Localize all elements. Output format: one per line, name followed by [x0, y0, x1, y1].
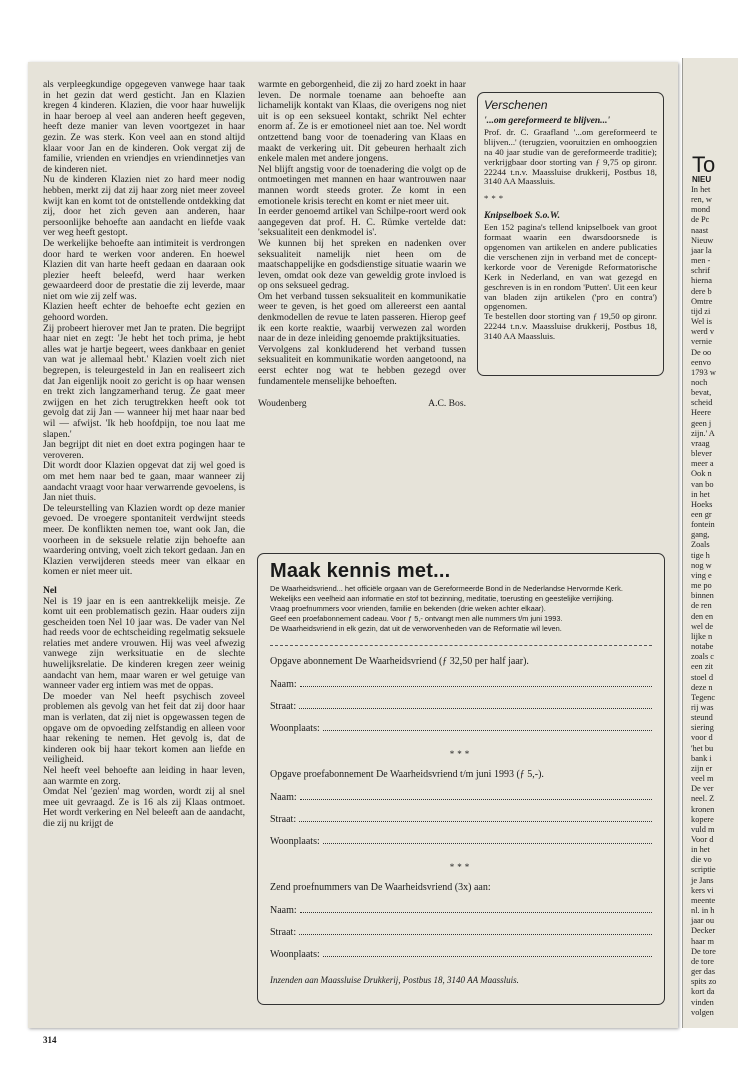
street-field[interactable] [270, 699, 652, 721]
verschenen-box [477, 92, 664, 376]
paragraph: De teleurstelling van Klazien wordt op deze manier gevoed. De vroegere spontaniteit verdwijnt steeds meer. De konflikten nemen toe, want ook Jan, die voorheen in de seksuele relatie zijn behoefte aan waardering ontving, voelt zich tekort gedaan. Jan en Klazien verwijderen steeds meer van elkaar en komen er niet meer uit. [43, 502, 245, 578]
form-trial-title: Opgave proefabonnement De Waarheidsvriend t/m juni 1993 (ƒ 5,-). [270, 769, 544, 780]
right-page [682, 58, 738, 1028]
field-label: Naam: [270, 905, 297, 916]
form-samples-title: Zend proefnummers van De Waarheidsvriend (3x) aan: [270, 882, 491, 893]
item1-title: '...om gereformeerd te blijven...' [484, 115, 611, 126]
city-field[interactable] [270, 834, 652, 856]
paragraph: Nu de kinderen Klazien niet zo hard meer nodig hebben, merkt zij dat zij haar zorg niet meer zoveel kwijt kan en komt tot de ontstellende ontdekking dat zij, door het zich geven aan anderen, haar persoonlijke behoefte aan aandacht en liefde vaak ver weg heeft gestopt. [43, 174, 245, 239]
signature-line [258, 399, 466, 410]
field-label: Straat: [270, 927, 297, 938]
item2-order: Te bestellen door storting van ƒ 19,50 op gironr. 22244 t.n.v. Maassluise drukkerij, Postbus 18, 3140 AA Maassluis. [484, 311, 657, 342]
paragraph: Klazien heeft echter de behoefte echt gezien en gehoord worden. [43, 301, 245, 324]
right-page-text: In het ren, w mond de Pc naast Nieuw jaar la men - schrif hierna dere b Omtre tijd zi Wel is werd v vernie De oo eenvo 1793 w noch bevat, scheid Heere geen j zijn.' A vraag blever meer a Ook n van bo in het Hoeks een gr fontein gang, Zoals tige h nog w ving e me po binnen de ren den en wel de lijke n notabe zoals c een zit stoel d deze n Tegenc rij was steund siering voor d 'het bu bank i zijn er veel m De ver neel. Z kronen kopere vuld m Voor d in het die vo scriptie je Jans kers vi meente nl. in h jaar ou Decker haar m De tore de tore ger das spits zo kort da vinden volgen [691, 185, 717, 1017]
ad-intro-line: Vraag proefnummers voor vrienden, familie en bekenden (drie weken achter elkaar). [270, 604, 546, 613]
field-label: Naam: [270, 679, 297, 690]
paragraph: Om het verband tussen seksualiteit en kommunikatie weer te geven, is het goed om allereerst een aantal denkmodellen de revue te laten passeren. Hierop geef ik een korte reaktie, waarbij verwezen zal worden naar de in deze inleiding genoemde praktijksituaties. [258, 290, 466, 345]
name-field[interactable] [270, 903, 652, 925]
verschenen-heading: Verschenen [484, 98, 548, 112]
item1-text: Prof. dr. C. Graafland '...om gereformeerd te blijven...' (terugzien, vooruitzien en omhoogzien na 40 jaar studie van de gereformeerde traditie); verkrijgbaar door storting van ƒ 9,75 op gironr. 22244 t.n.v. Maassluise drukkerij, Postbus 18, 3140 AA Maassluis. [484, 126, 657, 187]
paragraph: als verpleegkundige opgegeven vanwege haar taak in het gezin dat werd gesticht. Jan en Klazien kregen 4 kinderen. Klazien, die voor haar huwelijk in haar beroep al veel aan anderen heeft gegeven, heeft deze manier van leven voortgezet in haar gezin. Ze was sterk. Kon veel aan en stond altijd klaar voor Jan en de kinderen. Ook vergat zij de familie, vrienden en vriendjes en vriendinnetjes van de kinderen niet. [43, 79, 245, 175]
paragraph: Omdat Nel 'gezien' mag worden, wordt zij al snel mee uit gevraagd. Ze is 16 als zij Klaas ontmoet. Het wordt verkering en Nel beleeft aan de aandacht, die zij nu krijgt de [43, 786, 245, 829]
paragraph: Vervolgens zal konkluderend het verband tussen seksualiteit en kommunikatie worden aangetoond, na eerst echter nog wat te hebben gezegd over fundamentele menselijke behoeften. [258, 343, 466, 387]
city-field[interactable] [270, 721, 652, 743]
ad-footer: Inzenden aan Maassluise Drukkerij, Postbus 18, 3140 AA Maassluis. [270, 975, 519, 985]
paragraph: De werkelijke behoefte aan intimiteit is verdrongen door hard te werken voor anderen. En hoewel Klazien dit van harte heeft gedaan en daaraan ook plezier heeft beleefd, werd haar werken gewaardeerd door de prestatie die zij leverde, maar niet om wie zij zelf was. [43, 237, 245, 302]
paragraph: Jan begrijpt dit niet en doet extra pogingen haar te veroveren. [43, 439, 245, 461]
paragraph: We kunnen bij het spreken en nadenken over seksualiteit namelijk niet heen om de maatschappelijke en godsdienstige situatie waarin we leven, omdat ook deze van geweldig grote invloed is op ons seksueel gedrag. [258, 237, 466, 292]
section-heading-nel: Nel [43, 584, 57, 596]
text-column-2 [258, 80, 466, 410]
field-label: Straat: [270, 701, 297, 712]
signature-place: Woudenberg [258, 398, 307, 410]
field-label: Straat: [270, 814, 297, 825]
field-label: Woonplaats: [270, 723, 320, 734]
separator-stars: *** [449, 862, 473, 872]
ad-intro-line: Wekelijks een veelheid aan informatie en stof tot bezinning, meditatie, toerusting en geestelijke verrijking. [270, 594, 614, 603]
paragraph: In eerder genoemd artikel van Schilpe-roort werd ook aangegeven dat prof. H. C. Rümke vertelde dat: 'seksualiteit een denkmodel is'. [258, 206, 466, 239]
separator-stars: *** [484, 193, 507, 204]
city-field[interactable] [270, 947, 652, 969]
right-page-subtitle: NIEU [692, 175, 712, 184]
field-label: Naam: [270, 792, 297, 803]
ad-intro-line: De Waarheidsvriend... het officiële orgaan van de Gereformeerde Bond in de Nederlandse Hervormde Kerk. [270, 584, 623, 593]
field-label: Woonplaats: [270, 836, 320, 847]
ad-title: Maak kennis met... [270, 560, 451, 582]
paragraph: Nel blijft angstig voor de toenadering die volgt op de ontmoetingen met mannen en haar wantrouwen naar mannen wordt steeds groter. Ze komt in een emotionele krisis terecht en komt er niet meer uit. [258, 163, 466, 207]
signature-author: A.C. Bos. [428, 398, 466, 410]
subscription-ad [257, 553, 665, 1005]
cut-line [270, 645, 652, 646]
paragraph: De moeder van Nel heeft psychisch zoveel problemen als gevolg van het feit dat zij door haar man is verlaten, dat zij niet is opgewassen tegen de opgave om de opvoeding zelfstandig en alleen voor haar rekening te nemen. Het gevolg is, dat de kinderen ook bij haar tekort komen aan liefde en veiligheid. [43, 690, 245, 766]
paragraph: warmte en geborgenheid, die zij zo hard zoekt in haar leven. De normale toename aan behoefte aan lichamelijk kontakt van Klaas, die overigens nog niet uit is op een seksueel kontakt, schrikt Nel echter enorm af. Ze is er emotioneel niet aan toe. Nel wordt ontzettend bang voor de toenadering van Klaas en maakt de verkering uit. Dit gebeuren herhaalt zich enkele malen met andere jongens. [258, 79, 466, 165]
street-field[interactable] [270, 812, 652, 834]
name-field[interactable] [270, 790, 652, 812]
item2-text: Een 152 pagina's tellend knipselboek van groot formaat waarin een dwarsdoorsnede is opgenomen van artikelen en andere publicaties die verschenen zijn in verband met de concept-kerkorde voor de Verenigde Reformatorische Kerk in Nederland, en van wat gezegd en geschreven is in en rondom 'Putten'. Uit een keur van bladen zijn artikelen ('pro en contra') opgenomen. [484, 222, 657, 312]
name-field[interactable] [270, 677, 652, 699]
page-number: 314 [43, 1035, 57, 1045]
paragraph: Zij probeert hierover met Jan te praten. Die begrijpt haar niet en zegt: 'Je hebt het toch prima, je hebt alles wat je hartje begeert, wees dankbaar en geniet van wat je allemaal hebt.' Klazien voelt zich niet begrepen, is teleurgesteld in Jan en realiseert zich dat Jan eigenlijk nooit zo gericht is op haar wensen en trekt zich langzamerhand terug. Ze gaat meer zwijgen en het zich terugtrekken heeft ook tot gevolg dat zij Jan — wanneer hij met haar naar bed wil — afwijst. 'Ik heb hoofdpijn, toe nou laat me slapen.' [43, 322, 245, 440]
ad-intro-line: Geef een proefabonnement cadeau. Voor ƒ 5,- ontvangt men alle nummers t/m juni 1993. [270, 614, 563, 623]
paragraph: Nel is 19 jaar en is een aantrekkelijk meisje. Ze komt uit een problematisch gezin. Haar ouders zijn gescheiden toen Nel 10 jaar was. De vader van Nel had reeds voor de echtscheiding regelmatig seksuele relaties met andere vrouwen. Hij was veel afwezig vanwege zijn werksituatie en de slechte huwelijksrelatie. De kinderen kregen zeer weinig aandacht van hem, maar waren er wel getuige van wanneer vader erg intiem was met de oppas. [43, 595, 245, 692]
field-label: Woonplaats: [270, 949, 320, 960]
paragraph: Dit wordt door Klazien opgevat dat zij wel goed is om met hem naar bed te gaan, maar wanneer zij aandacht vraagt voor haar verwarrende gevoelens, is Jan niet thuis. [43, 460, 245, 504]
form-subscription-title: Opgave abonnement De Waarheidsvriend (ƒ 32,50 per half jaar). [270, 656, 529, 667]
item2-title: Knipselboek S.o.W. [484, 210, 561, 222]
separator-stars: *** [449, 749, 473, 759]
paragraph: Nel heeft veel behoefte aan leiding in haar leven, aan warmte en zorg. [43, 765, 245, 787]
right-page-title: To [692, 152, 716, 177]
street-field[interactable] [270, 925, 652, 947]
text-column-1 [43, 80, 245, 830]
ad-intro-line: De Waarheidsvriend in elk gezin, dat uit de verworvenheden van de Reformatie wil leven. [270, 624, 562, 633]
